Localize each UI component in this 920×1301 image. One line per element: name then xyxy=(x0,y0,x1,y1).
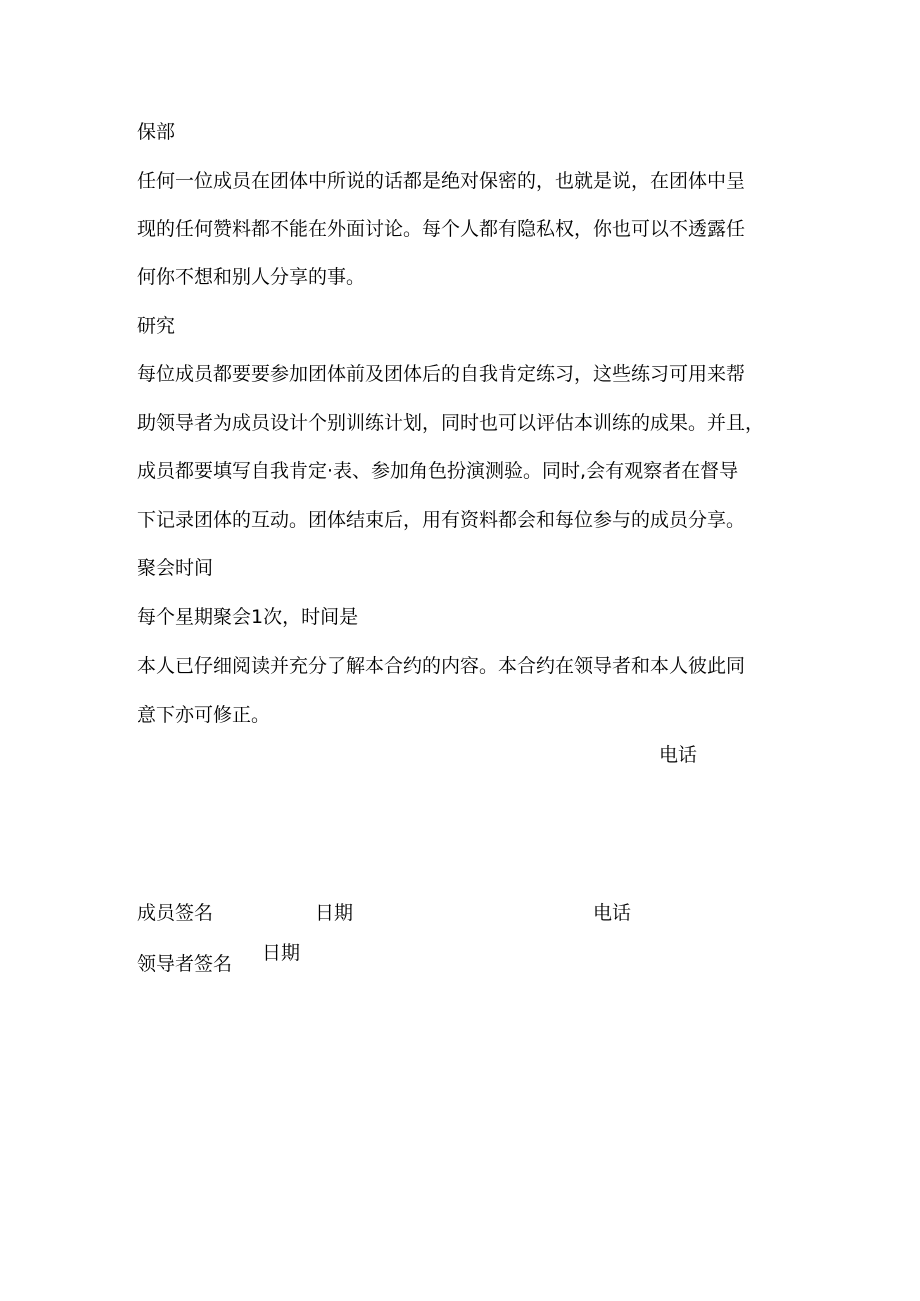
research-paragraph-line-2: 助领导者为成员设计个别训练计划，同时也可以评估本训练的成果。并且， xyxy=(137,412,765,434)
phone-label-top: 电话 xyxy=(659,744,698,766)
research-paragraph-line-1: 每位成员都要要参加团体前及团体后的自我肯定练习，这些练习可用来帮 xyxy=(137,363,746,385)
agreement-line-2: 意下亦可修正。 xyxy=(137,704,271,726)
member-phone-label: 电话 xyxy=(593,902,632,924)
leader-signature-label: 领导者签名 xyxy=(137,953,233,975)
meeting-time-heading: 聚会时间 xyxy=(137,557,214,579)
member-date-label: 日期 xyxy=(315,902,354,924)
agreement-line-1: 本人已仔细阅读并充分了解本合约的内容。本合约在领导者和本人彼此同 xyxy=(137,655,746,677)
privacy-heading: 保部 xyxy=(137,121,176,143)
research-paragraph-line-3: 成员都要填写自我肯定·表、参加角色扮演测验。同时,会有观察者在督导 xyxy=(137,460,739,482)
meeting-time-line: 每个星期聚会1次，时间是 xyxy=(137,606,359,628)
research-heading: 研究 xyxy=(137,315,176,337)
privacy-paragraph-line-2: 现的任何赞料都不能在外面讨论。每个人都有隐私权，你也可以不透露任 xyxy=(137,218,746,240)
research-paragraph-line-4: 下记录团体的互动。团体结束后，用有资料都会和每位参与的成员分享。 xyxy=(137,509,746,531)
leader-date-label: 日期 xyxy=(262,942,301,964)
member-signature-label: 成员签名 xyxy=(137,902,214,924)
privacy-paragraph-line-1: 任何一位成员在团体中所说的话都是绝对保密的，也就是说，在团体中呈 xyxy=(137,170,746,192)
privacy-paragraph-line-3: 何你不想和别人分享的事。 xyxy=(137,266,366,288)
